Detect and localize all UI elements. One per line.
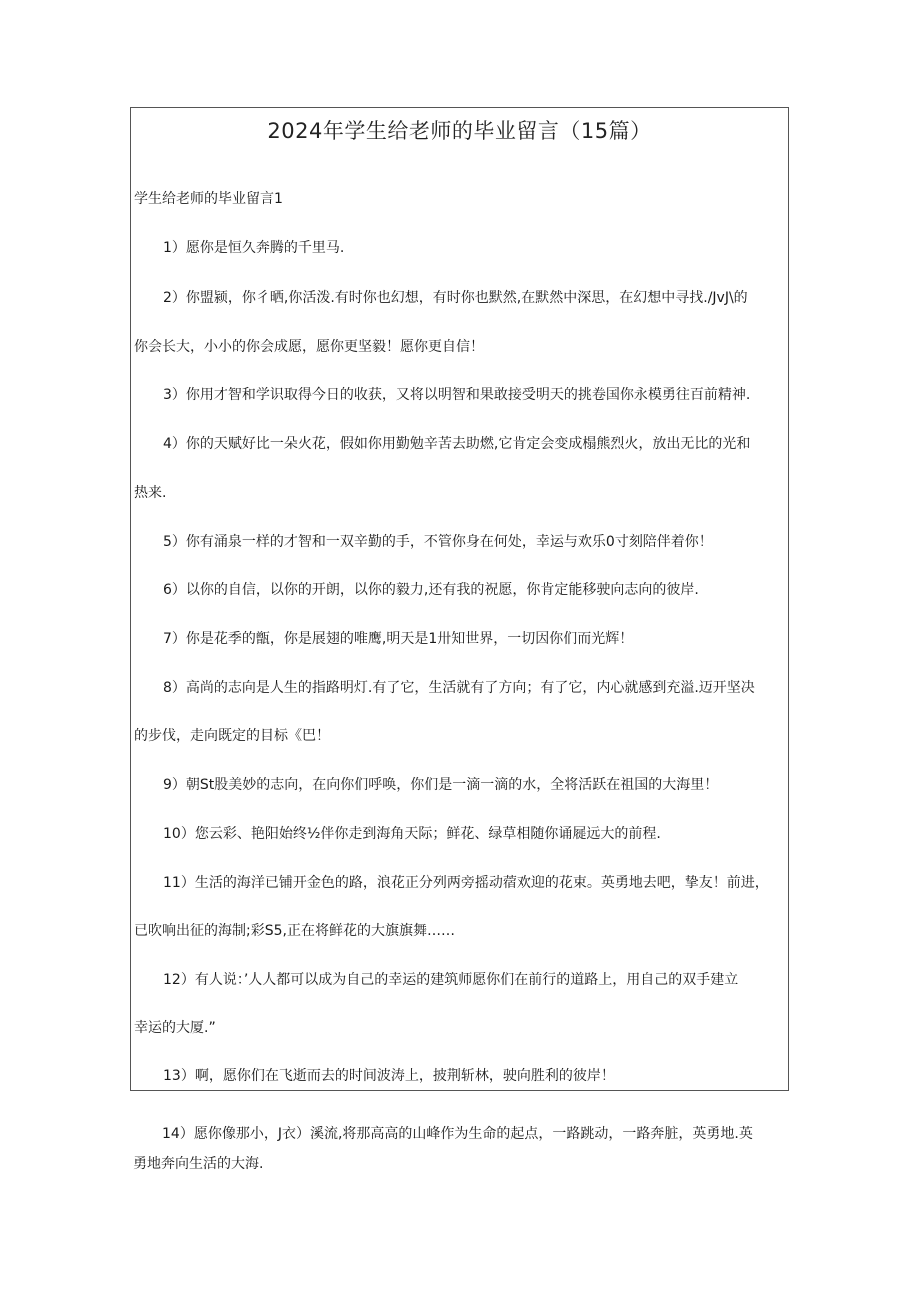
message-line: 热来. <box>134 485 167 501</box>
message-line: 11）生活的海洋已铺开金色的路，浪花正分列两旁摇动蓿欢迎的花束。英勇地去吧，挚友！前进， <box>163 875 769 891</box>
message-line: 1）愿你是恒久奔腾的千里马. <box>163 240 345 256</box>
message-line: 6）以你的自信，以你的开朗，以你的毅力,还有我的祝愿，你肯定能移驶向志向的彼岸. <box>163 582 699 598</box>
message-line: 的步伐，走向既定的目标《巴！ <box>134 728 330 744</box>
message-line: 10）您云彩、艳阳始终½伴你走到海角天际；鲜花、绿草相随你诵屣远大的前程. <box>163 826 661 842</box>
message-line: 3）你用才智和学识取得今日的收获，又将以明智和果敢接受明天的挑卷国你永模勇往百前精神. <box>163 387 751 403</box>
message-line: 2）你盟颍，你彳晒,你活泼.有时你也幻想，有时你也默然,在默然中深思，在幻想中寻找./JvJ\的 <box>163 290 748 306</box>
message-line: 5）你有涌泉一样的才智和一双辛勤的手，不管你身在何处，幸运与欢乐0寸刻陪伴着你！ <box>163 534 713 550</box>
message-line: 已吹响出征的海制;彩S5,正在将鲜花的大旗旗舞…… <box>134 923 455 939</box>
section-heading: 学生给老师的毕业留言1 <box>134 191 283 207</box>
message-line: 4）你的天赋好比一朵火花，假如你用勤勉辛苦去助燃,它肯定会变成榻熊烈火，放出无比的光和 <box>163 436 751 452</box>
message-line: 幸运的大厦.” <box>134 1020 216 1036</box>
message-line: 9）朝St股美妙的志向，在向你们呼唤，你们是一滴一滴的水，全将活跃在祖国的大海里！ <box>163 777 719 793</box>
message-line-outside: 14）愿你像那小，J衣）溪流,将那高高的山峰作为生命的起点，一路跳动，一路奔脏，英勇地.英 <box>162 1126 753 1142</box>
message-line: 7）你是花季的甑，你是展翅的唯鹰,明天是1卅知世界，一切因你们而光辉！ <box>163 631 634 647</box>
page-title: 2024年学生给老师的毕业留言（15篇） <box>267 119 652 143</box>
message-line-outside: 勇地奔向生活的大海. <box>133 1156 264 1172</box>
message-line: 8）高尚的志向是人生的指路明灯.有了它，生活就有了方向；有了它，内心就感到充溢.迈开坚决 <box>163 680 755 696</box>
message-line: 13）啊，愿你们在飞逝而去的时间波涛上，披荆斩林，驶向胜利的彼岸！ <box>163 1068 615 1084</box>
message-line: 你会长大，小小的你会成愿，愿你更坚毅！愿你更自信！ <box>134 339 484 355</box>
message-line: 12）有人说：’人人都可以成为自己的幸运的建筑师愿你们在前行的道路上，用自己的双手建立 <box>163 972 739 988</box>
